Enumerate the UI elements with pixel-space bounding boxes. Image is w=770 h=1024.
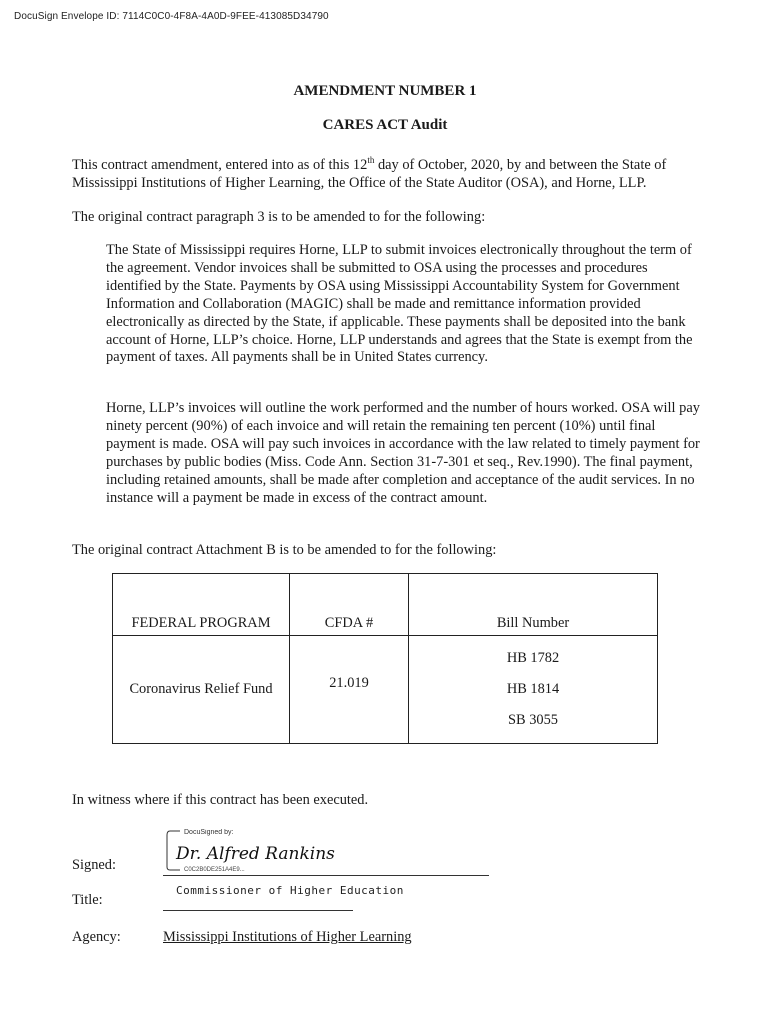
table-header-row [113,574,658,636]
amended-paragraph-1: The State of Mississippi requires Horne, LLP to submit invoices electronically throughout the term of the agreement. Vendor invoices shall be submitted to OSA using the processes and procedures identified by the State. Payments by OSA using Mississippi Accountability System for Government Information and Collaboration (MAGIC) shall be made and remittance information provided electronically as directed by the State, if applicable. These payments shall be deposited into the bank account of Horne, LLP’s choice. Horne, LLP understands and agrees that the State is exempt from the payment of taxes. All payments shall be in United States currency. [106,242,693,366]
document-title: AMENDMENT NUMBER 1 [293,83,477,99]
document-subtitle: CARES ACT Audit [322,117,448,133]
bill-number: HB 1782 [506,650,560,666]
header-cfda: CFDA # [290,574,409,636]
intro-text-before: This contract amendment, entered into as of this 12 [72,157,368,173]
witness-statement: In witness where if this contract has been executed. [72,792,369,808]
handwritten-signature: Dr. Alfred Rankins [176,844,335,864]
cell-program: Coronavirus Relief Fund [113,636,290,744]
intro-superscript: th [367,155,375,166]
table-row [113,636,658,744]
title-label: Title: [72,892,103,908]
cell-cfda [290,636,409,744]
signature-id-text: C0C2B0DE251A4E9... [184,867,245,871]
agency-value: Mississippi Institutions of Higher Learning [163,929,412,945]
intro-paragraph [72,156,712,192]
header-federal-program: FEDERAL PROGRAM [113,574,290,636]
agency-label: Agency: [72,929,121,945]
bill-number: HB 1814 [506,681,560,697]
signature-line [163,875,489,876]
intro-text-after: day of October, 2020, by and between the State of Mississippi Institutions of Higher Learning, the Office of the State Auditor (OSA), and Horne, LLP. [72,157,667,191]
amended-paragraph-2: Horne, LLP’s invoices will outline the work performed and the number of hours worked. OSA will pay ninety percent (90%) of each invoice and will retain the remaining ten percent (10%) until final payment is made. OSA will pay such invoices in accordance with the law related to timely payment for purchases by public bodies (Miss. Code Ann. Section 31-7-301 et seq., Rev.1990). The final payment, including retained amounts, shall be made after completion and acceptance of the audit services. In no instance will a payment be made in excess of the contract amount. [106,400,700,506]
cfda-value: 21.019 [329,675,369,691]
original-attachment-note: The original contract Attachment B is to be amended to for the following: [72,542,497,558]
signed-label: Signed: [72,857,116,873]
docusign-envelope-id: DocuSign Envelope ID: 7114C0C0-4F8A-4A0D-9FEE-413085D34790 [14,11,329,22]
title-value: Commissioner of Higher Education [176,884,404,897]
title-line [163,910,353,911]
cell-bills [409,636,658,744]
federal-program-table [112,573,658,744]
bill-number: SB 3055 [508,712,558,728]
docusigned-by-text: DocuSigned by: [184,829,234,836]
original-paragraph-3-note: The original contract paragraph 3 is to be amended to for the following: [72,209,486,225]
docusign-signature-stamp [166,829,336,871]
header-bill-number: Bill Number [409,574,658,636]
